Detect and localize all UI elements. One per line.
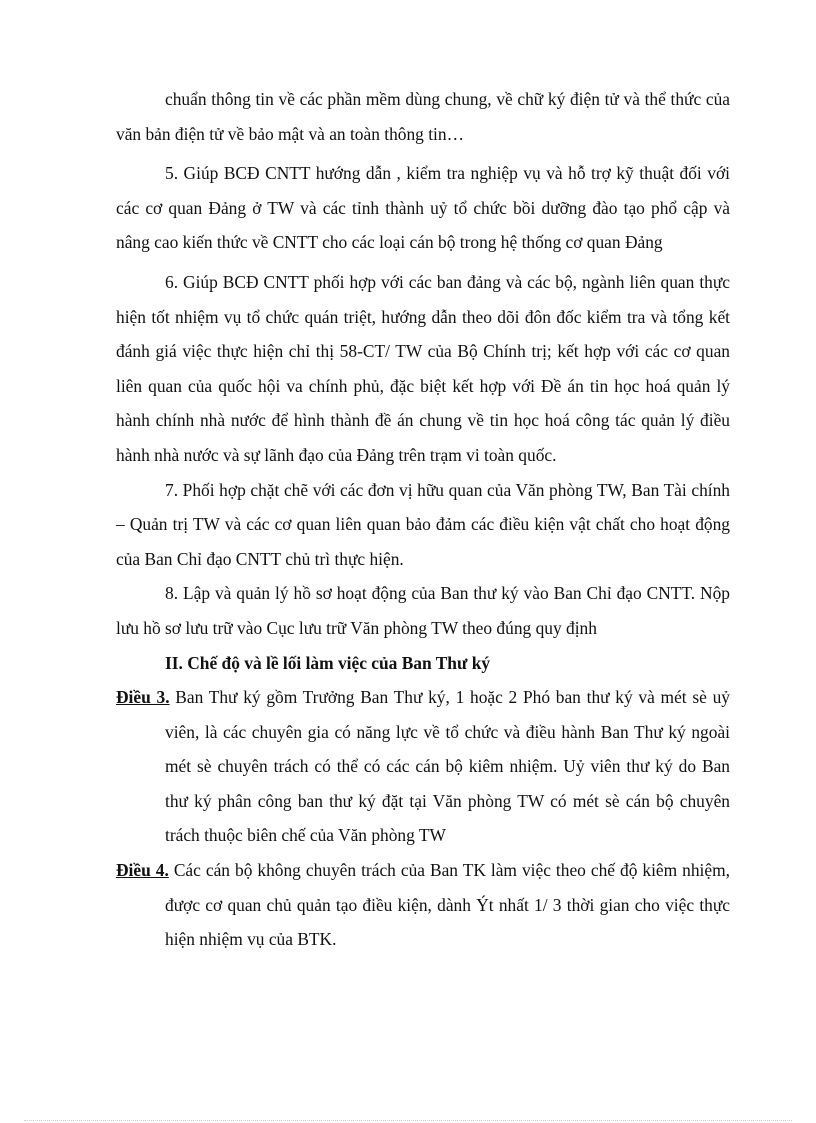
article-4-label: Điều 4. — [116, 860, 169, 881]
paragraph-intro-continuation: chuẩn thông tin về các phần mềm dùng chung, về chữ ký điện tử và thể thức của văn bản điện tử về bảo mật và an toàn thông tin… — [116, 89, 730, 144]
article-3-text: Ban Thư ký gồm Trưởng Ban Thư ký, 1 hoặc 2 Phó ban thư ký và mét sè uỷ viên, là các chuyên gia có năng lực về tổ chức và điều hành Ban Thư ký ngoài mét sè chuyên trách có thể có các cán bộ kiêm nhiệm. Uỷ viên thư ký do Ban thư ký phân công ban thư ký đặt tại Văn phòng TW có mét sè cán bộ chuyên trách thuộc biên chế của Văn phòng TW — [165, 687, 730, 846]
paragraph-item-7: 7. Phối hợp chặt chẽ với các đơn vị hữu quan của Văn phòng TW, Ban Tài chính – Quản trị TW và các cơ quan liên quan bảo đảm các điều kiện vật chất cho hoạt động của Ban Chỉ đạo CNTT chủ trì thực hiện. — [116, 479, 730, 569]
section-title: II. Chế độ và lề lối làm việc của Ban Thư ký — [165, 652, 491, 673]
document-body — [116, 82, 730, 957]
page-bottom-rule — [24, 1120, 792, 1121]
article-3 — [116, 680, 730, 853]
article-4-text: Các cán bộ không chuyên trách của Ban TK làm việc theo chế độ kiêm nhiệm, được cơ quan chủ quản tạo điều kiện, dành Ýt nhất 1/ 3 thời gian cho việc thực hiện nhiệm vụ của BTK. — [165, 860, 730, 950]
article-3-label: Điều 3. — [116, 687, 170, 708]
article-4 — [116, 853, 730, 957]
paragraph-item-6: 6. Giúp BCĐ CNTT phối hợp với các ban đảng và các bộ, ngành liên quan thực hiện tốt nhiệm vụ tổ chức quán triệt, hướng dẫn theo dõi đôn đốc kiểm tra và tổng kết đánh giá việc thực hiện chỉ thị 58-CT/ TW của Bộ Chính trị; kết hợp với các cơ quan liên quan của quốc hội va chính phủ, đặc biệt kết hợp với Đề án tin học hoá quản lý hành chính nhà nước để hình thành đề án chung về tin học hoá công tác quản lý điều hành nhà nước và sự lãnh đạo của Đảng trên trạm vi toàn quốc. — [116, 271, 730, 465]
paragraph-item-8: 8. Lập và quản lý hồ sơ hoạt động của Ban thư ký vào Ban Chỉ đạo CNTT. Nộp lưu hồ sơ lưu trữ vào Cục lưu trữ Văn phòng TW theo đúng quy định — [116, 583, 730, 638]
paragraph-item-5: 5. Giúp BCĐ CNTT hướng dẫn , kiểm tra nghiệp vụ và hỗ trợ kỹ thuật đối với các cơ quan Đảng ở TW và các tỉnh thành uỷ tổ chức bồi dưỡng đào tạo phổ cập và nâng cao kiến thức về CNTT cho các loại cán bộ trong hệ thống cơ quan Đảng — [116, 163, 730, 253]
